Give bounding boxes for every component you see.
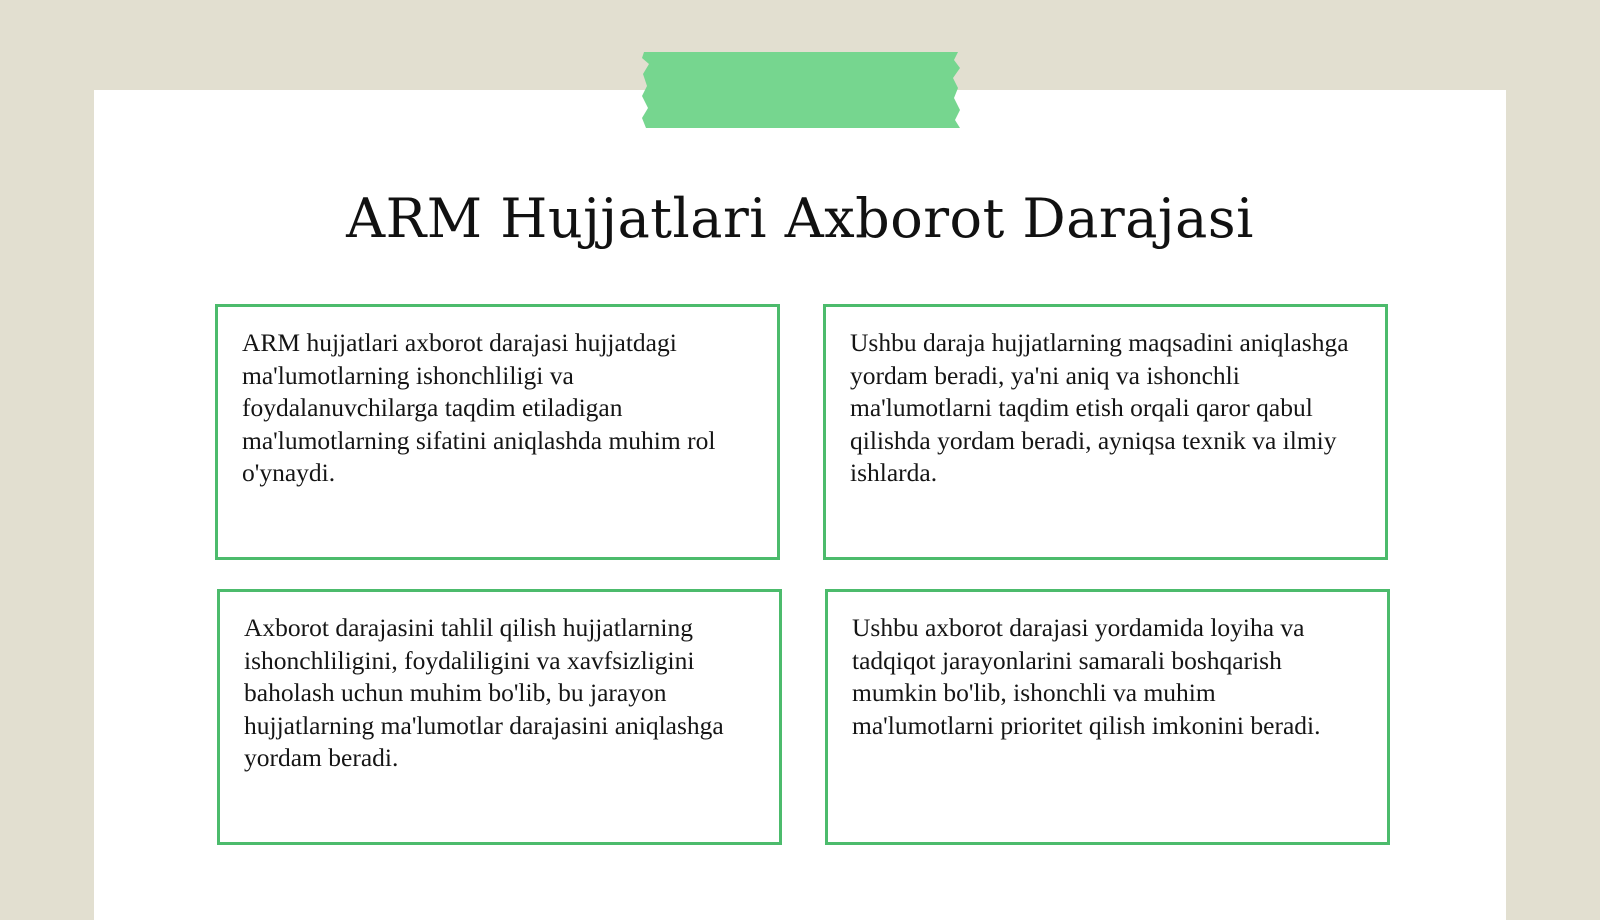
info-box-text: Ushbu axborot darajasi yordamida loyiha va tadqiqot jarayonlarini samarali boshqarish mumkin bo'lib, ishonchli va muhim ma'lumotlarni prioritet qilish imkonini beradi. bbox=[852, 613, 1321, 740]
info-box-2 bbox=[823, 304, 1388, 560]
tape-shape bbox=[642, 52, 960, 128]
info-box-3 bbox=[217, 589, 782, 845]
info-box-text: ARM hujjatlari axborot darajasi hujjatdagi ma'lumotlarning ishonchliligi va foydalanuvchilarga taqdim etiladigan ma'lumotlarning sifatini aniqlashda muhim rol o'ynaydi. bbox=[242, 328, 716, 487]
info-box-text: Axborot darajasini tahlil qilish hujjatlarning ishonchliligini, foydaliligini va xavfsizligini baholash uchun muhim bo'lib, bu jarayon hujjatlarning ma'lumotlar darajasini aniqlashga yordam beradi. bbox=[244, 613, 724, 772]
slide-title: ARM Hujjatlari Axborot Darajasi bbox=[346, 187, 1254, 250]
tape-decoration bbox=[642, 52, 960, 128]
info-box-text: Ushbu daraja hujjatlarning maqsadini aniqlashga yordam beradi, ya'ni aniq va ishonchli ma'lumotlarni taqdim etish orqali qaror qabul qilishda yordam beradi, ayniqsa texnik va ilmiy ishlarda. bbox=[850, 328, 1349, 487]
info-box-1 bbox=[215, 304, 780, 560]
info-box-4 bbox=[825, 589, 1390, 845]
